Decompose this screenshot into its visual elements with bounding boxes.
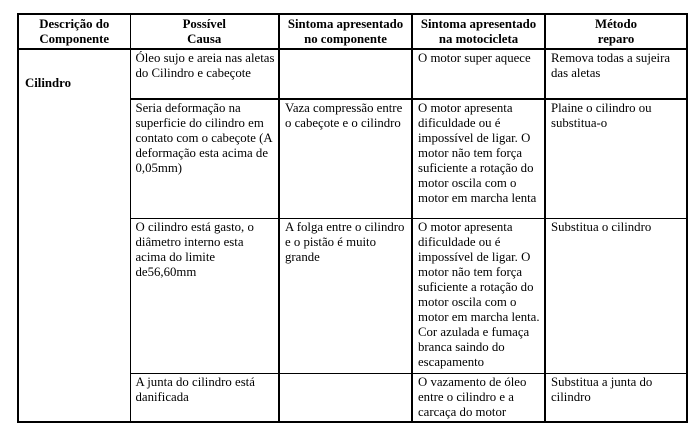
cell-r1-metodo-reparo: Remova todas a sujeira das aletas <box>545 49 687 99</box>
header-row <box>18 14 687 49</box>
header-cell-possivel-causa <box>130 14 279 49</box>
cell-r1-sintoma-motocicleta: O motor super aquece <box>412 49 545 99</box>
header-line: Descrição do <box>39 17 110 31</box>
cell-r4-causa: A junta do cilindro está danificada <box>130 373 279 422</box>
header-line: Componente <box>39 32 110 46</box>
header-cell-metodo-reparo <box>545 14 687 49</box>
cell-component-name: Cilindro <box>18 49 130 422</box>
header-cell-descricao-componente <box>18 14 130 49</box>
header-line: na motocicleta <box>438 32 519 46</box>
table-row <box>18 49 687 99</box>
troubleshooting-table <box>17 13 688 423</box>
cell-r2-sintoma-motocicleta: O motor apresenta dificuldade ou é impossível de ligar. O motor não tem força suficiente a rotação do motor oscila com o motor em marcha lenta <box>412 99 545 218</box>
header-line: Causa <box>187 32 222 46</box>
cell-r3-metodo-reparo: Substitua o cilindro <box>545 218 687 373</box>
header-line: Sintoma apresentado <box>287 17 404 31</box>
cell-r3-sintoma-motocicleta: O motor apresenta dificuldade ou é impossível de ligar. O motor não tem força suficiente a rotação do motor oscila com o motor em marcha lenta. Cor azulada e fumaça branca saindo do escapamento <box>412 218 545 373</box>
header-line: reparo <box>597 32 635 46</box>
cell-r3-causa: O cilindro está gasto, o diâmetro interno esta acima do limite de56,60mm <box>130 218 279 373</box>
header-cell-sintoma-motocicleta <box>412 14 545 49</box>
cell-r2-sintoma-componente: Vaza compressão entre o cabeçote e o cilindro <box>279 99 412 218</box>
header-line: no componente <box>304 32 387 46</box>
cell-r2-causa: Seria deformação na superficie do cilindro em contato com o cabeçote (A deformação esta acima de 0,05mm) <box>130 99 279 218</box>
header-line: Possível <box>182 17 226 31</box>
cell-r3-sintoma-componente: A folga entre o cilindro e o pistão é muito grande <box>279 218 412 373</box>
cell-r1-causa: Óleo sujo e areia nas aletas do Cilindro e cabeçote <box>130 49 279 99</box>
header-cell-sintoma-componente <box>279 14 412 49</box>
header-line: Sintoma apresentado <box>420 17 537 31</box>
cell-r4-sintoma-componente <box>279 373 412 422</box>
header-line: Método <box>595 17 637 31</box>
cell-r2-metodo-reparo: Plaine o cilindro ou substitua-o <box>545 99 687 218</box>
cell-r1-sintoma-componente <box>279 49 412 99</box>
cell-r4-sintoma-motocicleta: O vazamento de óleo entre o cilindro e a carcaça do motor <box>412 373 545 422</box>
cell-r4-metodo-reparo: Substitua a junta do cilindro <box>545 373 687 422</box>
